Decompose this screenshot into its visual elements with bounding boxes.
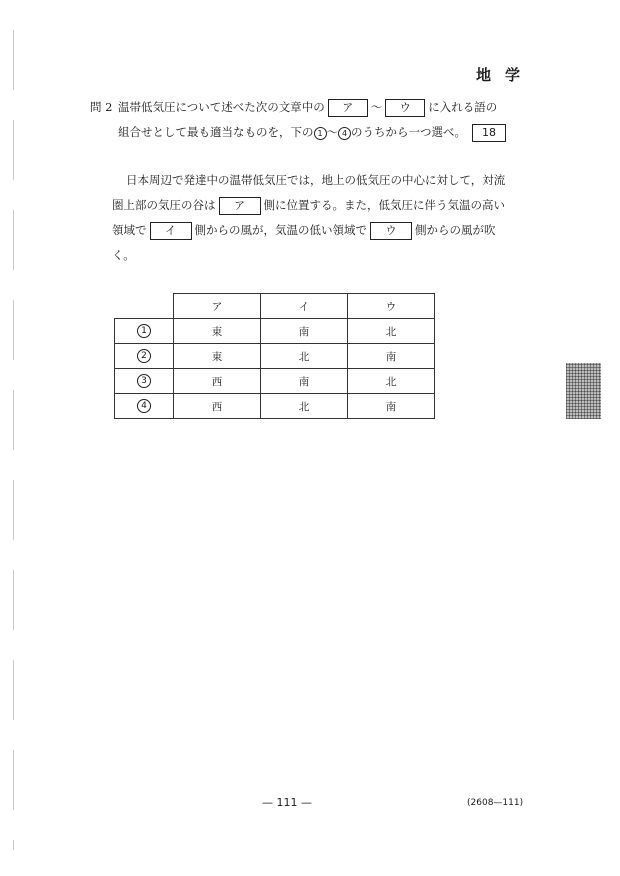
passage-line-2 <box>112 193 532 218</box>
table-cell: 西 <box>174 394 261 419</box>
table-corner-cell <box>115 294 174 319</box>
question-text-1b: に入れる語の <box>428 100 498 114</box>
question-text-2a: 組合せとして最も適当なものを，下の <box>118 125 314 139</box>
passage-line-4: く。 <box>112 248 135 262</box>
row-label <box>115 369 174 394</box>
left-margin-rule <box>13 30 14 850</box>
table-cell: 西 <box>174 369 261 394</box>
subject-header: 地学 <box>476 66 535 84</box>
row-label <box>115 319 174 344</box>
blank-box-a: ア <box>328 99 368 117</box>
table-header-a: ア <box>174 294 261 319</box>
passage-line-3 <box>112 218 532 243</box>
table-cell: 南 <box>348 344 435 369</box>
table-cell: 東 <box>174 319 261 344</box>
table-cell: 北 <box>261 344 348 369</box>
table-row <box>115 319 435 344</box>
passage-text-2a: 圏上部の気圧の谷は <box>112 198 216 212</box>
side-registration-mark <box>566 363 601 419</box>
choice-number: 3 <box>137 374 151 388</box>
table-cell: 北 <box>348 319 435 344</box>
table-cell: 北 <box>261 394 348 419</box>
choice-range-end: 4 <box>338 127 351 140</box>
choice-range-start: 1 <box>314 127 327 140</box>
blank-box-c: ウ <box>385 99 425 117</box>
question-line-1 <box>90 95 540 120</box>
tilde-2: ～ <box>326 125 338 139</box>
table-row <box>115 394 435 419</box>
answer-number-box: 18 <box>472 124 506 142</box>
table-header-c: ウ <box>348 294 435 319</box>
passage-text-2b: 側に位置する。また，低気圧に伴う気温の高い <box>263 198 505 212</box>
passage-block <box>112 168 532 268</box>
choice-number: 1 <box>137 324 151 338</box>
passage-text-3c: 側からの風が吹 <box>415 223 496 237</box>
table-cell: 東 <box>174 344 261 369</box>
passage-text-3a: 領域で <box>112 223 147 237</box>
page-number: — 111 — <box>262 796 312 809</box>
question-block <box>90 95 540 145</box>
table-cell: 南 <box>348 394 435 419</box>
table-row <box>115 344 435 369</box>
table-cell: 南 <box>261 319 348 344</box>
choice-number: 2 <box>137 349 151 363</box>
passage-blank-b: イ <box>150 222 192 240</box>
question-text-2b: のうちから一つ選べ。 <box>351 125 466 139</box>
tilde: ～ <box>370 100 383 114</box>
table-row <box>115 369 435 394</box>
answer-choices-table <box>114 293 435 419</box>
table-header-row <box>115 294 435 319</box>
passage-line-1: 日本周辺で発達中の温帯低気圧では，地上の低気圧の中心に対して，対流 <box>126 173 506 187</box>
choice-number: 4 <box>137 399 151 413</box>
table-header-b: イ <box>261 294 348 319</box>
passage-blank-a: ア <box>219 197 261 215</box>
passage-text-3b: 側からの風が，気温の低い領域で <box>194 223 367 237</box>
row-label <box>115 344 174 369</box>
passage-blank-c: ウ <box>370 222 412 240</box>
row-label <box>115 394 174 419</box>
question-line-2 <box>90 120 540 145</box>
question-number: 問 2 <box>90 100 113 114</box>
table-cell: 南 <box>261 369 348 394</box>
page-code: (2608—111) <box>467 798 524 808</box>
table-cell: 北 <box>348 369 435 394</box>
question-text-1a: 温帯低気圧について述べた次の文章中の <box>118 100 325 114</box>
